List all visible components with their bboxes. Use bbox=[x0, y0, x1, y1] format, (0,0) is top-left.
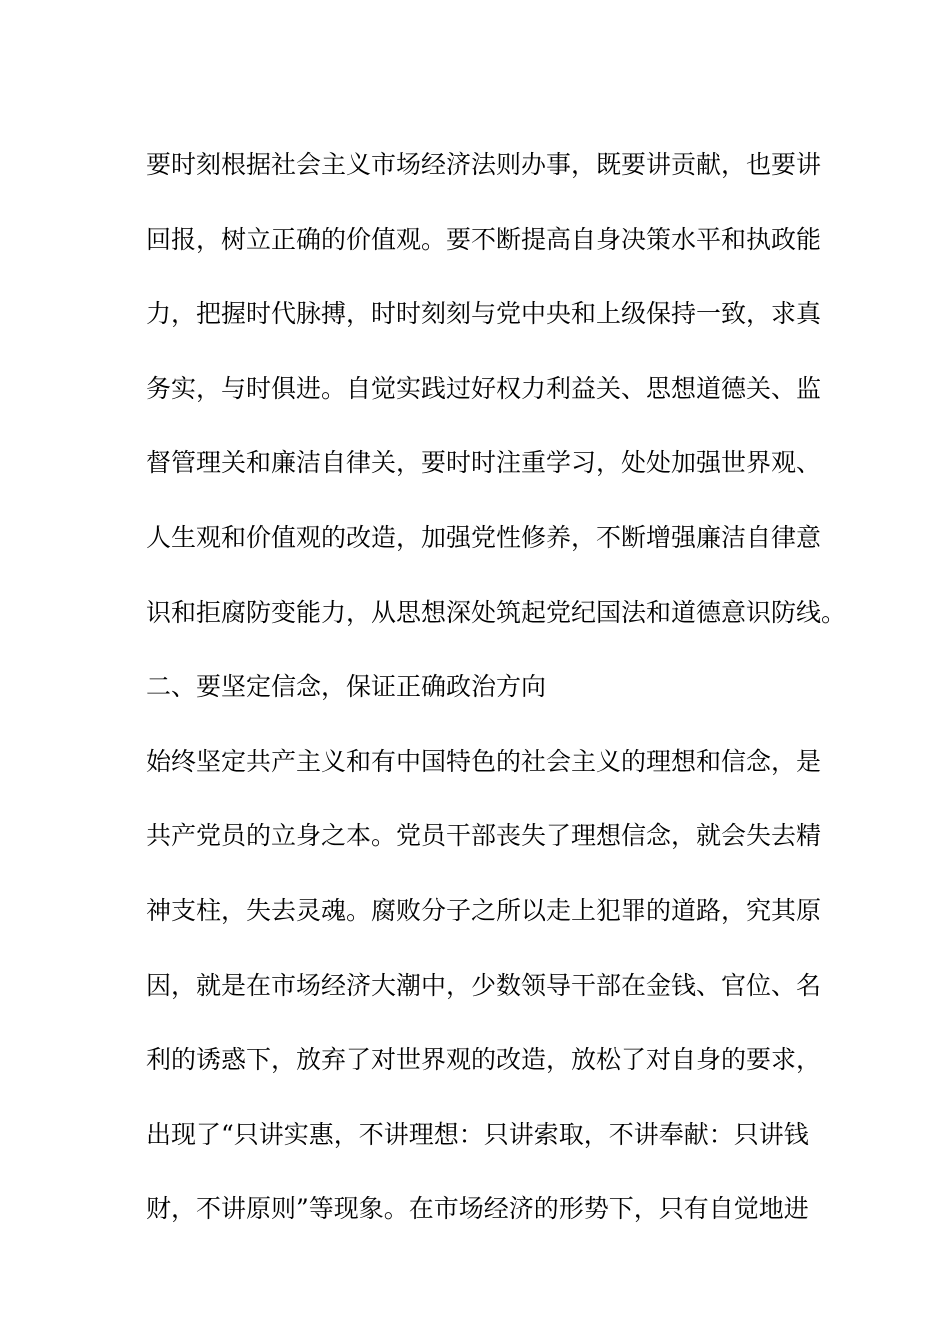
text-line: 始终坚定共产主义和有中国特色的社会主义的理想和信念，是 bbox=[146, 746, 822, 776]
text-line: 利的诱惑下，放弃了对世界观的改造，放松了对自身的要求， bbox=[146, 1045, 822, 1075]
text-line: 神支柱，失去灵魂。腐败分子之所以走上犯罪的道路，究其原 bbox=[146, 895, 822, 925]
text-line: 出现了“只讲实惠，不讲理想：只讲索取，不讲奉献：只讲钱 bbox=[146, 1119, 809, 1149]
body-text bbox=[146, 128, 847, 1247]
text-line: 财，不讲原则”等现象。在市场经济的形势下，只有自觉地进 bbox=[146, 1194, 809, 1224]
text-line: 回报，树立正确的价值观。要不断提高自身决策水平和执政能 bbox=[146, 224, 822, 254]
text-line: 因，就是在市场经济大潮中，少数领导干部在金钱、官位、名 bbox=[146, 970, 822, 1000]
section-heading: 二、要坚定信念，保证正确政治方向 bbox=[146, 672, 547, 702]
text-line: 督管理关和廉洁自律关，要时时注重学习，处处加强世界观、 bbox=[146, 448, 822, 478]
text-line: 人生观和价值观的改造，加强党性修养，不断增强廉洁自律意 bbox=[146, 522, 822, 552]
text-line: 务实，与时俱进。自觉实践过好权力利益关、思想道德关、监 bbox=[146, 373, 822, 403]
text-line: 要时刻根据社会主义市场经济法则办事，既要讲贡献，也要讲 bbox=[146, 150, 822, 179]
text-line: 识和拒腐防变能力，从思想深处筑起党纪国法和道德意识防线。 bbox=[146, 597, 847, 627]
text-line: 共产党员的立身之本。党员干部丧失了理想信念，就会失去精 bbox=[146, 821, 822, 851]
text-line: 力，把握时代脉搏，时时刻刻与党中央和上级保持一致，求真 bbox=[146, 299, 822, 329]
